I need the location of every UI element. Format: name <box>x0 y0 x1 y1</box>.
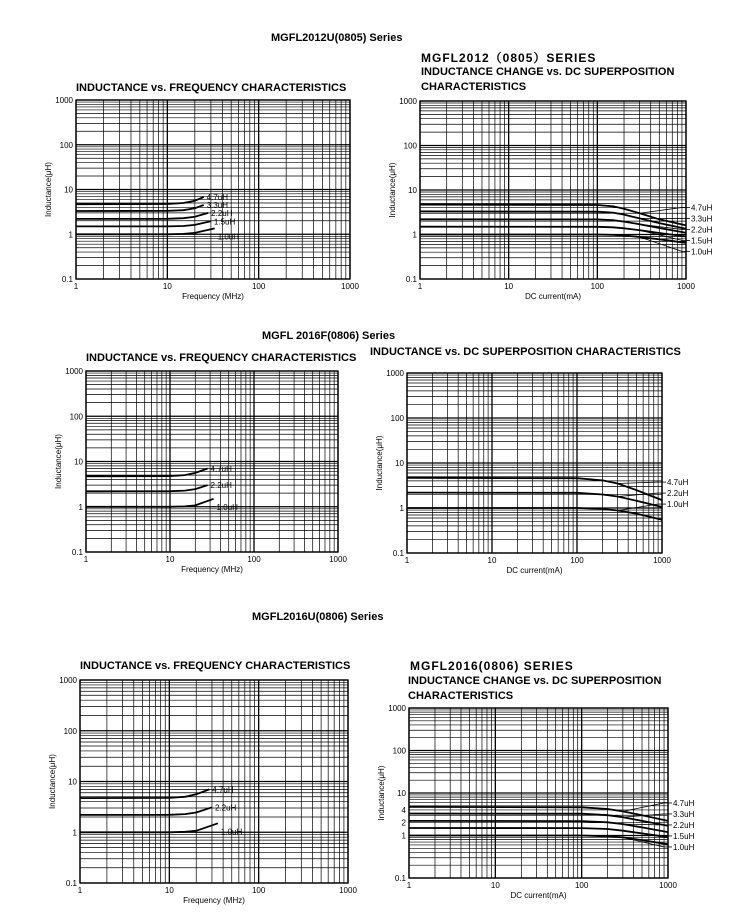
section-title-2016u: MGFL2016U(0806) Series <box>252 611 384 623</box>
c1-series-line <box>76 221 211 226</box>
c2-ytick-label: 0.1 <box>405 275 417 284</box>
c3-series-label: 4.7uH <box>210 464 232 474</box>
c6-series-label: 2.2uH <box>673 820 695 830</box>
c6-ytick-label: 0.1 <box>394 874 406 883</box>
c6-xtick-label: 1000 <box>659 881 677 890</box>
chart-series-title-c6: MGFL2016(0806) SERIES <box>410 659 574 673</box>
c5-xaxis-label: Frequency (MHz) <box>183 896 245 905</box>
c6-yaxis-label: Inductance(μH) <box>377 765 386 821</box>
c3-series-label: 2.2uH <box>210 481 232 491</box>
c4-ytick-label: 100 <box>390 414 404 423</box>
c6-series-label: 1.0uH <box>673 842 695 852</box>
c6-series-label: 4.7uH <box>673 798 695 808</box>
c3-series-line <box>86 499 214 507</box>
chart-title-c4: INDUCTANCE vs. DC SUPERPOSITION CHARACTERISTICS <box>370 346 681 358</box>
c4-xtick-label: 1 <box>404 556 410 565</box>
c1-xtick-label: 10 <box>162 282 172 291</box>
c2-xtick-label: 100 <box>590 282 605 291</box>
c2-yaxis-label: Inductance(μH) <box>388 162 397 218</box>
c6-ytick-label: 4 <box>401 805 406 815</box>
chart-title-c1: INDUCTANCE vs. FREQUENCY CHARACTERISTICS <box>76 82 347 94</box>
c1-xaxis-label: Frequency (MHz) <box>182 292 244 301</box>
c4-xtick-label: 10 <box>487 556 497 565</box>
c2-ytick-label: 10 <box>408 186 417 195</box>
c5-series-label: 2.2uH <box>214 803 237 813</box>
chart-title-c6-line2: CHARACTERISTICS <box>408 690 514 702</box>
c4-ytick-label: 1000 <box>386 369 404 378</box>
c1-series-line <box>76 228 215 234</box>
c3-xaxis-label: Frequency (MHz) <box>181 565 243 574</box>
c1-xtick-label: 1 <box>73 282 79 291</box>
c1-xtick-label: 1000 <box>341 282 359 291</box>
section-title-2012u: MGFL2012U(0805) Series <box>271 32 403 44</box>
chart-title-c5: INDUCTANCE vs. FREQUENCY CHARACTERISTICS <box>80 660 351 672</box>
c4-series-label: 2.2uH <box>667 489 689 499</box>
c2-series-label: 2.2uH <box>691 225 713 235</box>
c5-series-label: 1.0uH <box>220 827 243 837</box>
c4-leader-line <box>618 482 658 483</box>
c2-ytick-label: 100 <box>403 141 417 151</box>
chart-title-c2-line2: CHARACTERISTICS <box>421 81 527 93</box>
c2-series-label: 1.5uH <box>691 236 713 246</box>
c3-xtick-label: 10 <box>165 555 175 564</box>
c1-series-line <box>76 213 208 219</box>
c5-xtick-label: 10 <box>164 886 174 895</box>
c1-ytick-label: 1 <box>68 230 73 240</box>
c2-xaxis-label: DC current(mA) <box>524 292 582 301</box>
c5-yaxis-label: Inductance(μH) <box>48 754 57 809</box>
c1-ytick-label: 100 <box>59 140 73 150</box>
c5-series-label: 4.7uH <box>212 785 234 795</box>
c3-xtick-label: 1000 <box>329 555 347 564</box>
c6-xaxis-label: DC current(mA) <box>510 891 567 900</box>
c6-xtick-label: 10 <box>490 881 500 890</box>
c5-xtick-label: 100 <box>251 886 266 895</box>
c2-leader-line <box>640 207 682 213</box>
c6-xtick-label: 1 <box>406 881 412 890</box>
c4-series-label: 1.0uH <box>667 500 689 510</box>
c4-xtick-label: 1000 <box>653 556 671 565</box>
c1-series-label: 4.7uH <box>206 192 229 202</box>
c2-ytick-label: 1 <box>412 230 417 240</box>
c1-yaxis-label: Inductance(μH) <box>44 162 53 217</box>
c6-ytick-label: 1000 <box>388 704 406 713</box>
c2-xtick-label: 10 <box>504 282 514 291</box>
c4-xtick-label: 100 <box>570 556 584 565</box>
c5-ytick-label: 1000 <box>59 676 77 685</box>
c6-xtick-label: 100 <box>574 881 589 890</box>
c2-xtick-label: 1 <box>417 282 423 291</box>
chart-title-c2-line1: INDUCTANCE CHANGE vs. DC SUPERPOSITION <box>421 66 675 78</box>
c3-ytick-label: 1000 <box>65 367 83 376</box>
c3-xtick-label: 100 <box>247 555 261 564</box>
c3-ytick-label: 0.1 <box>71 548 83 557</box>
c1-ytick-label: 1000 <box>55 96 73 105</box>
c5-xtick-label: 1000 <box>339 886 357 895</box>
c1-xtick-label: 100 <box>251 282 266 291</box>
c6-series-label: 3.3uH <box>673 809 695 819</box>
c4-yaxis-label: Inductance(μH) <box>375 435 384 491</box>
c6-ytick-label: 1 <box>401 831 406 841</box>
c3-yaxis-label: Inductance(μH) <box>54 434 63 489</box>
c4-ytick-label: 10 <box>395 459 404 468</box>
c4-ytick-label: 0.1 <box>392 549 404 558</box>
c5-series-line <box>80 807 212 815</box>
c3-ytick-label: 100 <box>69 412 83 422</box>
c6-series-label: 1.5uH <box>673 831 695 841</box>
c3-ytick-label: 1 <box>78 502 83 512</box>
c2-series-label: 1.0uH <box>691 247 713 257</box>
c1-ytick-label: 0.1 <box>61 275 73 284</box>
c3-ytick-label: 10 <box>74 457 83 467</box>
section-title-2016f: MGFL 2016F(0806) Series <box>262 330 396 342</box>
c5-ytick-label: 1 <box>72 828 77 838</box>
c5-series-line <box>80 823 218 832</box>
c1-series-label: 1.5uH <box>213 217 236 227</box>
c4-xaxis-label: DC current(mA) <box>506 566 563 575</box>
c3-xtick-label: 1 <box>83 555 89 564</box>
c2-xtick-label: 1000 <box>677 282 695 291</box>
c5-ytick-label: 100 <box>63 726 77 736</box>
c6-ytick-label: 100 <box>392 746 406 756</box>
c1-ytick-label: 10 <box>64 185 73 195</box>
c1-series-label: 1.0uH <box>217 232 240 242</box>
c3-series-line <box>86 485 208 491</box>
c3-series-label: 1.0uH <box>216 502 238 512</box>
c2-ytick-label: 1000 <box>399 97 417 106</box>
chart-series-title-c2: MGFL2012（0805）SERIES <box>421 51 597 65</box>
c2-series-label: 4.7uH <box>691 203 713 213</box>
c5-xtick-label: 1 <box>77 886 83 895</box>
c4-ytick-label: 1 <box>399 504 404 513</box>
chart-title-c6-line1: INDUCTANCE CHANGE vs. DC SUPERPOSITION <box>408 675 662 687</box>
c2-series-label: 3.3uH <box>691 214 713 224</box>
c5-ytick-label: 10 <box>68 777 77 787</box>
c6-ytick-label: 2 <box>401 818 406 828</box>
c5-ytick-label: 0.1 <box>65 879 77 888</box>
c1-series-label: 3.3uH <box>206 201 229 211</box>
c6-ytick-label: 10 <box>397 789 406 798</box>
chart-title-c3: INDUCTANCE vs. FREQUENCY CHARACTERISTICS <box>86 352 357 364</box>
c1-series-label: 2.2uH <box>211 208 233 218</box>
c4-leader-line <box>618 504 658 510</box>
c4-series-label: 4.7uH <box>667 478 689 488</box>
